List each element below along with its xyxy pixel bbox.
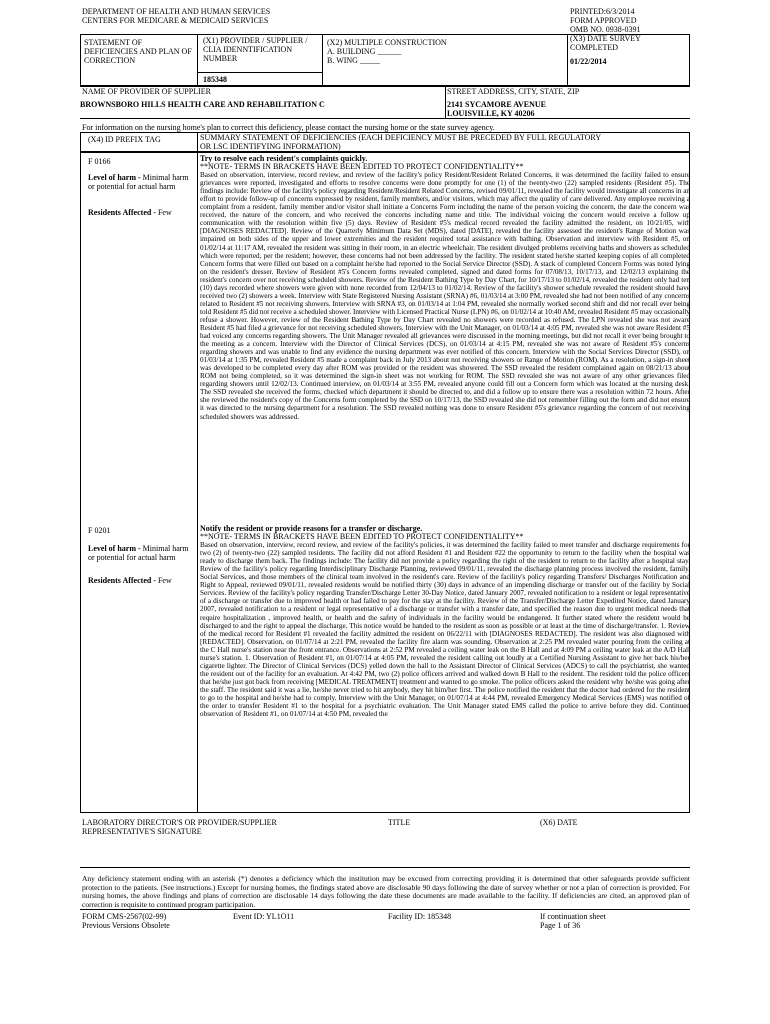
previous-versions: Previous Versions Obsolete — [82, 921, 170, 930]
harm-value: Minimal harm or potential for actual harm — [88, 544, 189, 562]
harm-label: Level of harm - — [88, 544, 143, 553]
x3-label: (X3) DATE SURVEY COMPLETED — [570, 34, 641, 52]
provider-name-label: NAME OF PROVIDER OF SUPPLIER — [82, 87, 211, 96]
director-label-1: LABORATORY DIRECTOR'S OR PROVIDER/SUPPLIER — [82, 818, 277, 827]
residents-value: Few — [157, 576, 172, 585]
address-line-1: 2141 SYCAMORE AVENUE — [447, 100, 546, 109]
deficiency-text: Based on observation, interview, record review, and review of the facility's policy Resident/Resident Related Concerns, it was determined the facility failed to ensure grievances were reported, investigated and efforts to resolve concerns were done promptly for one (1) of the twenty-two (22) sampled residents (Resident #5). The findings include: Review of the facility's policy regarding Resident/Resident Related Concerns, revised 09/01/11, revealed the facility would investigate all concerns in an effort to provide follow-up of concerns expressed by resident, family members, and/or visitors, which may affect the quality of care delivered. Any employee receiving a complaint from a resident, family member and/or visitor shall initiate a Concerns Form including the name of the person voicing the concern, the date the concern was received, the nature of the concern, and who received the concerns including name and title. The individual voicing the concern would receive a follow up communication with the resolution within five (5) days. Review of Resident #5's medical record revealed the facility admitted the resident, on 10/21/05, with [DIAGNOSES REDACTED]. Review of the Quarterly Minimum Data Set (MDS), dated [DATE], revealed the facility assessed the resident's Range of Motion was impaired on both sides of the upper and lower extremities and the resident required total assistance with bathing. Observation and interview with Resident #5, on 01/02/14 at 11:17 AM, revealed the resident was sitting in their room, in an electric wheelchair. The resident divulged problems receiving baths and showers as scheduled which were reported, per the resident; however, these concerns had not been addressed by the facility. The resident stated he/she started keeping copies of all completed Concern forms that were filled out based on a complaint he/she had reported to the Social Service Director (SSD). A stack of completed Concern Forms was noted lying on the resident's dresser. Review of Resident #5's Concern forms revealed completed, signed and dated forms for 07/08/13, 10/17/13, and 12/02/13 explaining the resident's concern over not receiving scheduled showers. Review of the Resident Bathing Type by Day Chart, for 10/17/13 to 01/02/14, revealed the resident only had ten (10) days recorded where showers were given with none recorded from 12/04/13 to 01/02/14. Review of the facility's shower schedule revealed the resident should have received two (2) showers a week. Interview with State Registered Nursing Assistant (SRNA) #6, 01/03/14 at 3:00 PM, revealed she had not been notified of any concerns related to Resident #5 not receiving showers. Interview with SRNA #3, on 01/03/14 at 1:04 PM, revealed she normally worked second shift and did not recall ever being told Resident #5 did not receive a scheduled shower. Interview with Licensed Practical Nurse (LPN) #6, on 01/02/14 at 10:40 AM, revealed Resident #5 may occasionally refuse a shower. However, review of the Resident Bathing Type by Day Chart revealed no showers were recorded as refused. The LPN revealed she was not aware Resident #5 had filed a grievance for not receiving scheduled showers. Interview with the Unit Manager, on 01/03/14 at 4:05 PM, revealed she was not aware Resident #5 had voiced any concerns regarding showers. The Unit Manager revealed all grievances were discussed in the morning meetings, but did not recall it ever being brought to the meeting as a concern. Interview with the Director of Clinical Services (DCS), on 01/03/14 at 4:15 PM, revealed she was not aware of Resident #5's concerns regarding showers and was unable to find any evidence the nursing department was ever notified of this concern. Interview with the Social Services Director (SSD), on 01/03/14 at 1:35 PM, revealed Resident #5 made a complaint back in July 2013 about not receiving showers or Range of Motion (ROM). As a resolution, a sign-in sheet was developed to be completed every day after ROM was provided or the resident was showered. The SSD revealed the resident complained again on 08/21/13 about ROM not being completed, so it was determined the sign-in sheet was not working for ROM. The SSD revealed she was not aware of any other grievances filed regarding showers until 12/02/13. Continued interview, on 01/03/14 at 3:55 PM, revealed anyone could fill out a Concern form which was located at the nursing desk. The SSD revealed she received the forms, checked which department it should be directed to, and did a follow up to ensure there was a resolution within 72 hours. After she reviewed the resident's copy of the Concerns form completed by the SSD on 10/17/13, the SSD revealed she did not remember filling out the form and did not ensure it was directed to the nursing department for a resolution. The SSD revealed nothing was done to ensure Resident #5's grievance regarding the concern of not receiving scheduled showers was addressed. — [200, 171, 690, 421]
x1-label: (X1) PROVIDER / SUPPLIER / CLIA IDENNTIFICATION NUMBER — [203, 36, 308, 63]
form-approved: FORM APPROVED — [570, 16, 637, 25]
omb-number: OMB NO. 0938-0391 — [570, 25, 641, 34]
page-number: Page 1 of 36 — [540, 921, 581, 930]
harm-level — [88, 173, 193, 191]
residents-label: Residents Affected - — [88, 208, 158, 217]
deficiency-summary — [200, 525, 690, 718]
harm-level — [88, 544, 193, 562]
facility-id: Facility ID: 185348 — [388, 912, 452, 921]
printed-date: PRINTED:6/3/2014 — [570, 7, 635, 16]
deficiency-tag: F 0166 — [88, 157, 111, 166]
residents-affected — [88, 208, 193, 217]
statement-label: STATEMENT OF DEFICIENCIES AND PLAN OF CORRECTION — [84, 38, 192, 65]
address-label: STREET ADDRESS, CITY, STATE, ZIP — [447, 87, 580, 96]
form-id: FORM CMS-2567(02-99) — [82, 912, 167, 921]
deficiency-summary — [200, 155, 690, 421]
date-label: (X6) DATE — [540, 818, 578, 827]
x4-label: (X4) ID PREFIX TAG — [88, 135, 161, 144]
agency-line-1: DEPARTMENT OF HEALTH AND HUMAN SERVICES — [82, 7, 271, 16]
info-line: For information on the nursing home's plan to correct this deficiency, please contact the nursing home or the state survey agency. — [82, 123, 495, 132]
x1-value: 185348 — [203, 75, 227, 84]
agency-header — [82, 7, 270, 25]
harm-value: Minimal harm or potential for actual harm — [88, 173, 189, 191]
confidentiality-note: **NOTE- TERMS IN BRACKETS HAVE BEEN EDITED TO PROTECT CONFIDENTIALITY** — [200, 162, 524, 172]
residents-value: Few — [157, 208, 172, 217]
harm-label: Level of harm - — [88, 173, 143, 182]
deficiency-tag: F 0201 — [88, 526, 111, 535]
director-label-2: REPRESENTATIVE'S SIGNATURE — [82, 827, 202, 836]
x3-value: 01/22/2014 — [570, 57, 607, 66]
summary-label-2: OR LSC IDENTIFYING INFORMATION) — [200, 142, 341, 151]
address-line-2: LOUISVILLE, KY 40206 — [447, 109, 535, 118]
form-approval-block — [570, 7, 640, 34]
confidentiality-note: **NOTE- TERMS IN BRACKETS HAVE BEEN EDITED TO PROTECT CONFIDENTIALITY** — [200, 532, 524, 542]
agency-line-2: CENTERS FOR MEDICARE & MEDICAID SERVICES — [82, 16, 269, 25]
event-id: Event ID: YL1O11 — [233, 912, 295, 921]
x2-wing: B. WING _____ — [327, 56, 380, 65]
residents-affected — [88, 576, 193, 585]
residents-label: Residents Affected - — [88, 576, 158, 585]
title-label: TITLE — [388, 818, 411, 827]
summary-label-1: SUMMARY STATEMENT OF DEFICIENCIES (EACH DEFICIENCY MUST BE PRECEDED BY FULL REGULATORY — [200, 133, 602, 142]
disclaimer: Any deficiency statement ending with an asterisk (*) denotes a deficiency which the institution may be excused from correcting providing it is determined that other safeguards provide sufficient protection to the patients. (See instructions.) Except for nursing homes, the findings stated above are disclosable 90 days following the date of survey whether or not a plan of correction is provided. For nursing homes, the above findings and plans of correction are disclosable 14 days following the date these documents are made available to the facility. If deficiencies are cited, an approved plan of correction is requisite to continued program participation. — [82, 874, 690, 909]
deficiency-title: Notify the resident or provide reasons for a transfer or discharge. — [200, 524, 423, 533]
x2-label: (X2) MULTIPLE CONSTRUCTION — [327, 38, 447, 47]
deficiency-title: Try to resolve each resident's complaints quickly. — [200, 154, 368, 163]
deficiency-text: Based on observation, interview, record review, and review of the facility's policies, it was determined the facility failed to meet transfer and discharge requirements for two (2) of twenty-two (22) sampled residents. The facility did not afford Resident #1 and Resident #22 the opportunity to return to the facility when the hospital was ready to discharge them back. The findings include: The facility did not provide a policy regarding the right of the resident to return to the facility after a hospital stay. Review of the facility's policy regarding Interdisciplinary Discharge Planning, reviewed 09/01/11, revealed the discharge planning process involved the resident, family, Social Services, and those members of the clinical team involved in the resident's care. Review of the facility's policy regarding Transfers/ Discharges Notification and Right to Appeal, reviewed 09/01/11, revealed residents would be notified thirty (30) days in advance of an impending discharge or transfer out of the facility by Social Services. Review of the facility's policy regarding Transfer/Discharge Letter 30-Day Notice, dated January 2007, revealed notification to a resident or legal representative of a discharge or transfer due to improved health or had failed to pay for the stay at the facility. Review of the Transfer/Discharge Letter Expedited Notice, dated January 2007, revealed notification to a resident or legal representative of a discharge or transfer with a transfer date, and specified the reason due to urgent medical needs that require hospitalization , improved health, or health and the safety of individuals in the facility would be endangered. It further stated where the resident would be discharged to and the right to appeal the discharge. This notice would be handed to the resident as soon as possible or at least at the time of discharge/transfer. 1. Review of the medical record for Resident #1 revealed the facility admitted the resident on 06/22/11 with [DIAGNOSES REDACTED]. The resident was also diagnosed with [REDACTED]. Observation, on 01/07/14 at 2:21 PM, revealed the facility fire alarm was sounding. Observation at 2:25 PM revealed water pouring from the ceiling at the C Hall nurse's station near the front entrance. Observations at 2:52 PM revealed a ceiling water leak on the B Hall and at 4:09 PM a ceiling water leak at the A/D Hall nurse's station. 1. Observation of Resident #1, on 01/07/14 at 4:05 PM, revealed the resident calling out loudly at a Certified Nursing Assistant to give her back his/her cigarette lighter. The Director of Clinical Services (DCS) yelled down the hall to the Assistant Director of Clinical Services (ADCS) to call the psychiatrist, she wanted the resident out of the facility for an evaluation. At 4:42 PM, two (2) police officers arrived and walked down B Hall to the resident. The resident told the police officers that he/she just got back from receiving [MEDICAL TREATMENT] treatment and wanted to go smoke. The police officers asked the resident why he/she was going after the staff. The resident said it was a lie, he/she never tried to hit anybody, they hit him/her first. The police notified the resident that the doctor had ordered for the resident to go to the hospital and he/she had to comply. Interview with the Unit Manager, on 01/07/14 at 4:44 PM, revealed Emergency Medical Services (EMS) was notified of the order to transfer Resident #1 to the hospital for a psychiatric evaluation. The Unit Manager stated EMS called the police to arrive before they did. Continued observation of Resident #1, on 01/07/14 at 4:50 PM, revealed the — [200, 541, 690, 719]
x2-building: A. BUILDING ______ — [327, 47, 402, 56]
continuation-note: If continuation sheet — [540, 912, 606, 921]
provider-name: BROWNSBORO HILLS HEALTH CARE AND REHABILITATION C — [80, 100, 325, 109]
